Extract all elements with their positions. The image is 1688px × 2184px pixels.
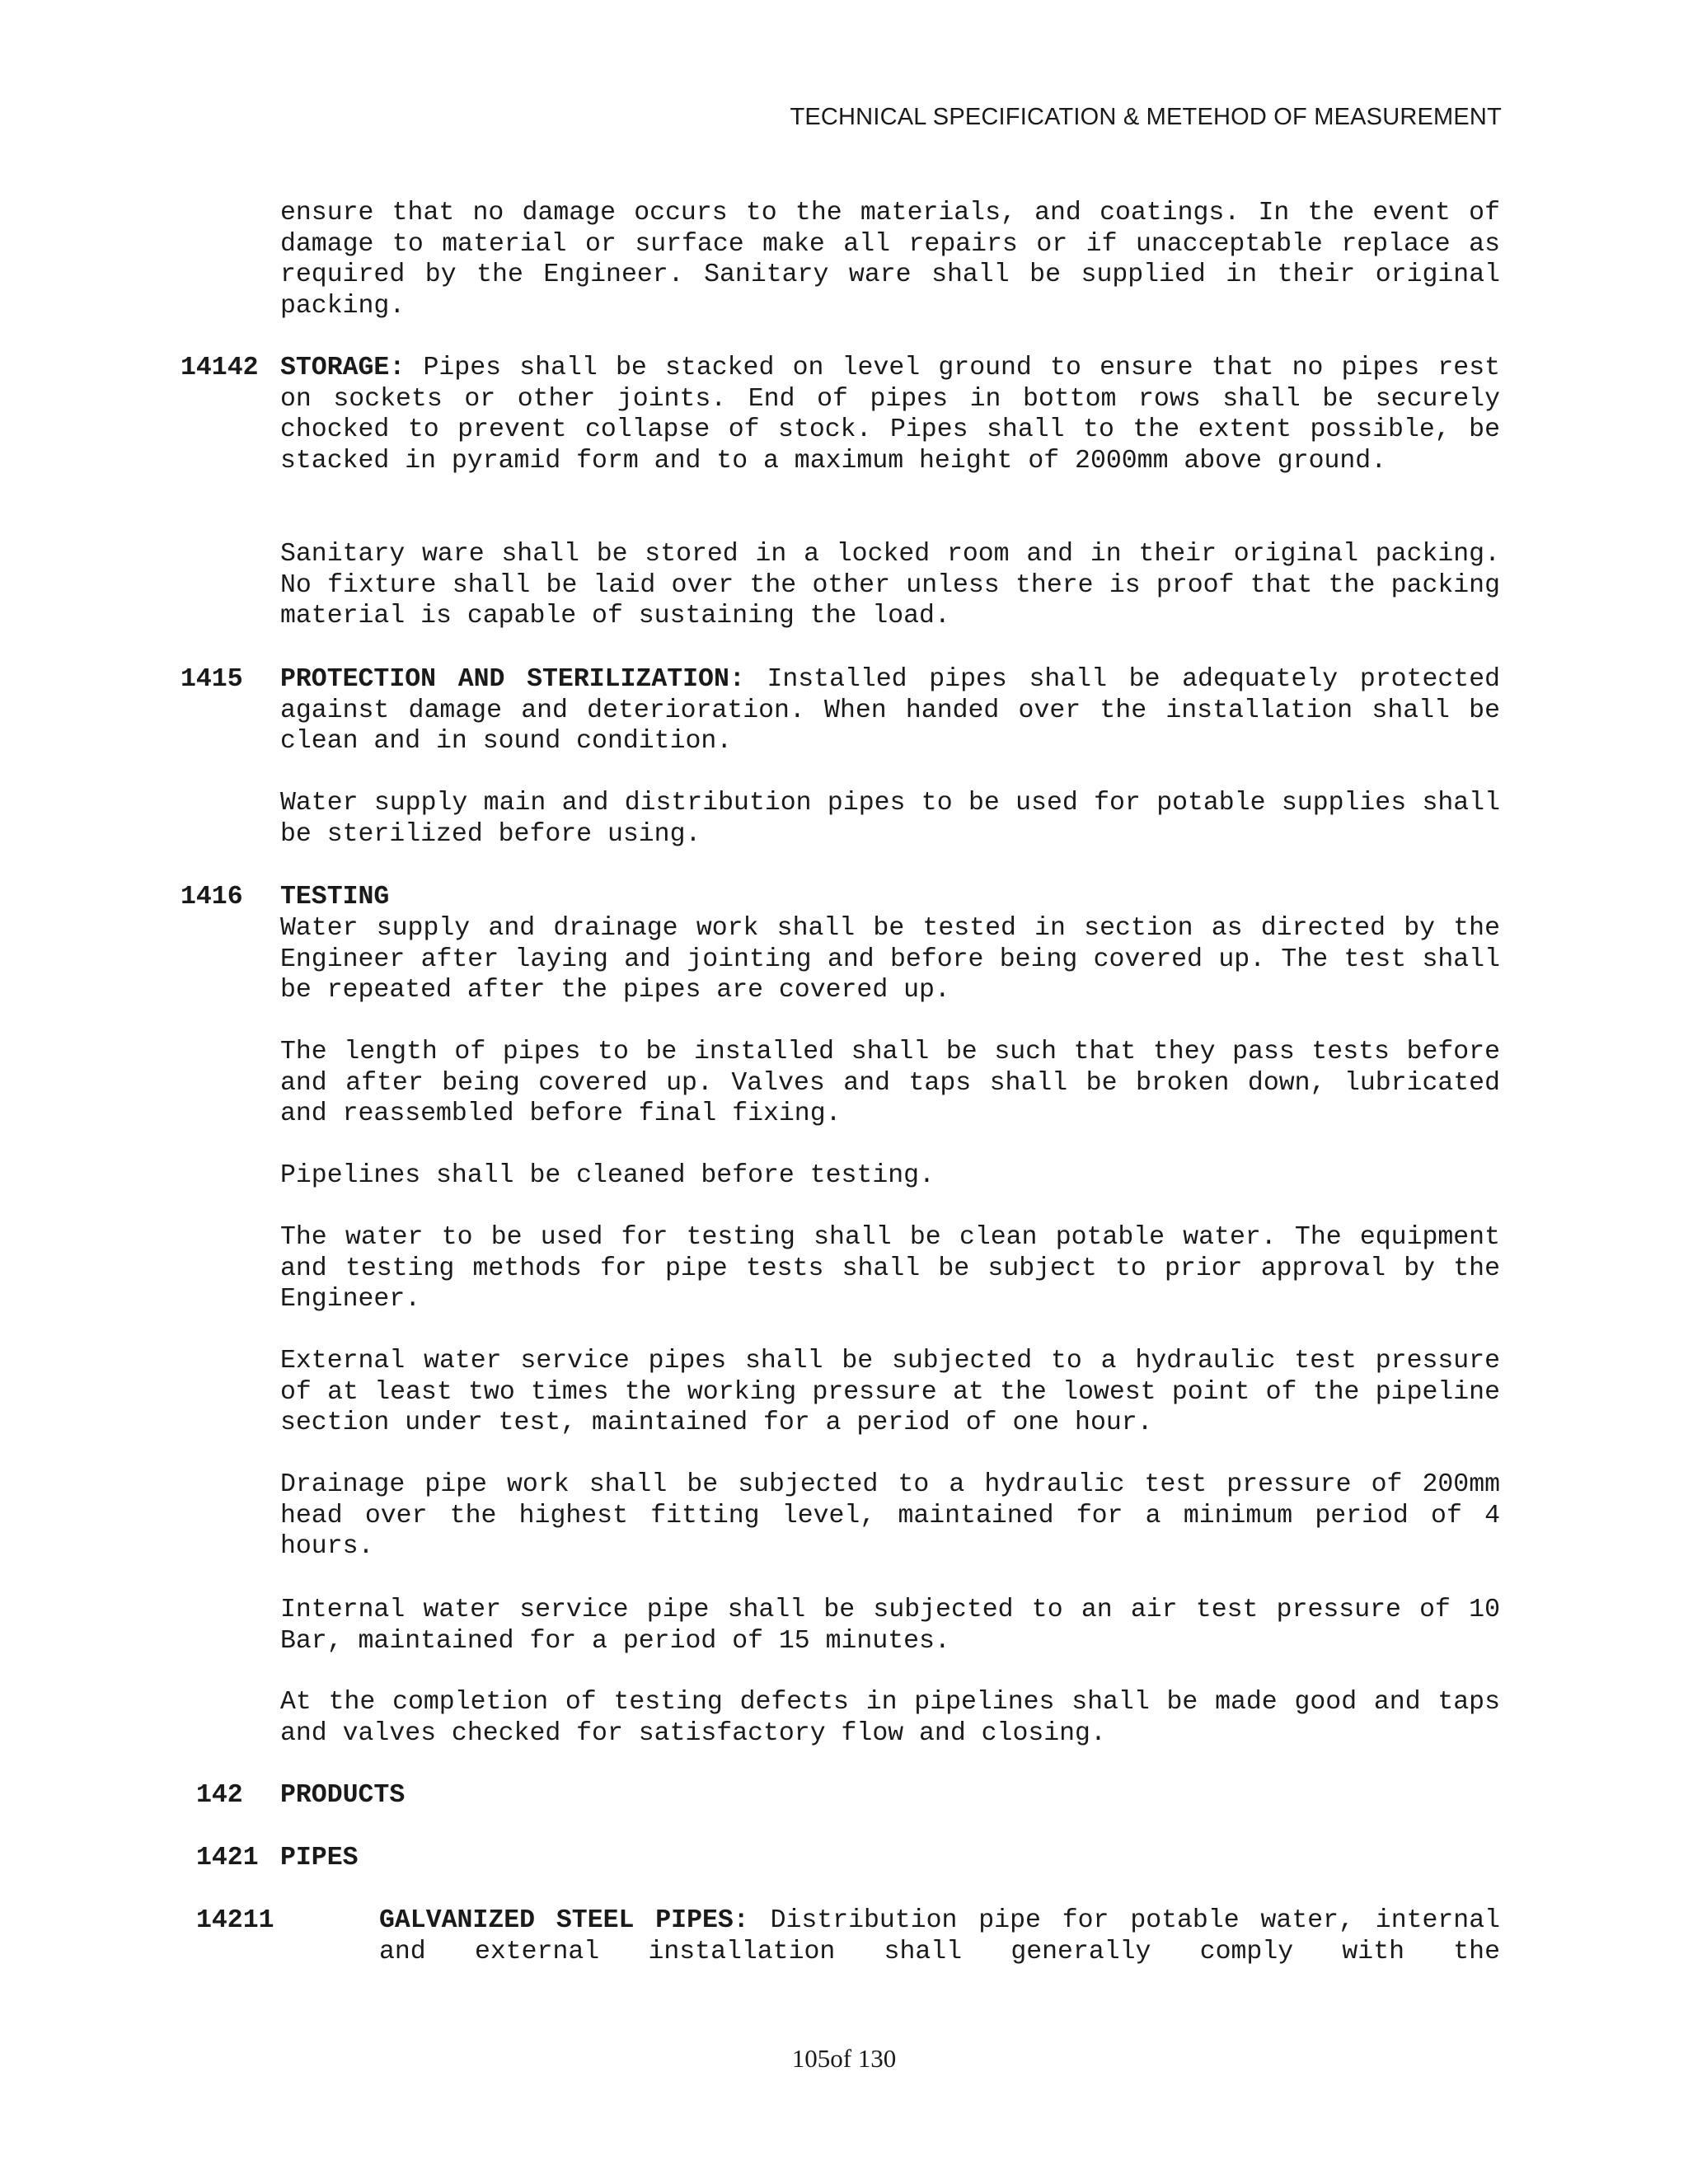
paragraph-sanitary-storage: Sanitary ware shall be stored in a locked room and in their original packing. No fixture shall be laid over the other unless there is proof that the packing material is capable of sustaining the load.	[280, 540, 1500, 630]
paragraph-completion: At the completion of testing defects in pipelines shall be made good and taps and valves checked for satisfactory flow and closing.	[280, 1688, 1500, 1748]
section-heading-testing: TESTING	[280, 883, 390, 912]
paragraph-internal-pipes: Internal water service pipe shall be subjected to an air test pressure of 10 Bar, maintained for a period of 15 minutes.	[280, 1596, 1500, 1656]
section-heading-protection: PROTECTION AND STERILIZATION:	[280, 665, 745, 694]
section-number-14211: 14211	[196, 1906, 274, 1935]
section-heading-galvanized: GALVANIZED STEEL PIPES:	[379, 1906, 749, 1935]
section-heading-products: PRODUCTS	[280, 1781, 406, 1810]
section-storage-text: Pipes shall be stacked on level ground to ensure that no pipes rest on sockets or other joints. End of pipes in bottom rows shall be securely chocked to prevent collapse of stock. Pipes shall to the extent possible, be stacked in pyramid form and to a maximum height of 2000mm above ground.	[280, 354, 1501, 476]
paragraph-external-pipes: External water service pipes shall be subjected to a hydraulic test pressure of at least two times the working pressure at the lowest point of the pipeline section under test, maintained for a period of one hour.	[280, 1347, 1500, 1437]
paragraph-continuation: ensure that no damage occurs to the materials, and coatings. In the event of damage to material or surface make all repairs or if unacceptable replace as required by the Engineer. Sanitary ware shall be supplied in their original packing.	[280, 199, 1500, 321]
section-number-1415: 1415	[181, 665, 243, 694]
section-heading-storage: STORAGE:	[280, 354, 406, 382]
section-number-14142: 14142	[181, 354, 259, 382]
page-number: 105of 130	[791, 2044, 897, 2073]
section-protection-text: Installed pipes shall be adequately protected against damage and deterioration. When handed over the installation shall be clean and in sound condition.	[280, 665, 1500, 756]
section-number-1416: 1416	[181, 883, 243, 912]
section-galvanized-text: Distribution pipe for potable water, internal and external installation shall generally comply with the	[379, 1906, 1501, 1966]
paragraph-drainage: Drainage pipe work shall be subjected to a hydraulic test pressure of 200mm head over the highest fitting level, maintained for a minimum period of 4 hours.	[280, 1470, 1500, 1561]
section-number-142: 142	[196, 1781, 243, 1810]
paragraph-pipe-length: The length of pipes to be installed shall be such that they pass tests before and after being covered up. Valves and taps shall be broken down, lubricated and reassembled before final fixing.	[280, 1038, 1500, 1128]
section-galvanized-steel	[379, 1905, 1500, 1967]
paragraph-sterilization: Water supply main and distribution pipes to be used for potable supplies shall be sterilized before using.	[280, 789, 1500, 849]
section-number-1421: 1421	[196, 1844, 259, 1872]
section-storage	[280, 353, 1500, 476]
section-protection	[280, 664, 1500, 757]
page-header: TECHNICAL SPECIFICATION & METEHOD OF MEASUREMENT	[790, 104, 1502, 130]
paragraph-pipeline-cleaning: Pipelines shall be cleaned before testing.	[280, 1161, 935, 1190]
section-heading-pipes: PIPES	[280, 1844, 359, 1872]
paragraph-testing-intro: Water supply and drainage work shall be tested in section as directed by the Engineer after laying and jointing and before being covered up. The test shall be repeated after the pipes are covered up.	[280, 914, 1500, 1005]
paragraph-test-water: The water to be used for testing shall be clean potable water. The equipment and testing methods for pipe tests shall be subject to prior approval by the Engineer.	[280, 1223, 1500, 1314]
